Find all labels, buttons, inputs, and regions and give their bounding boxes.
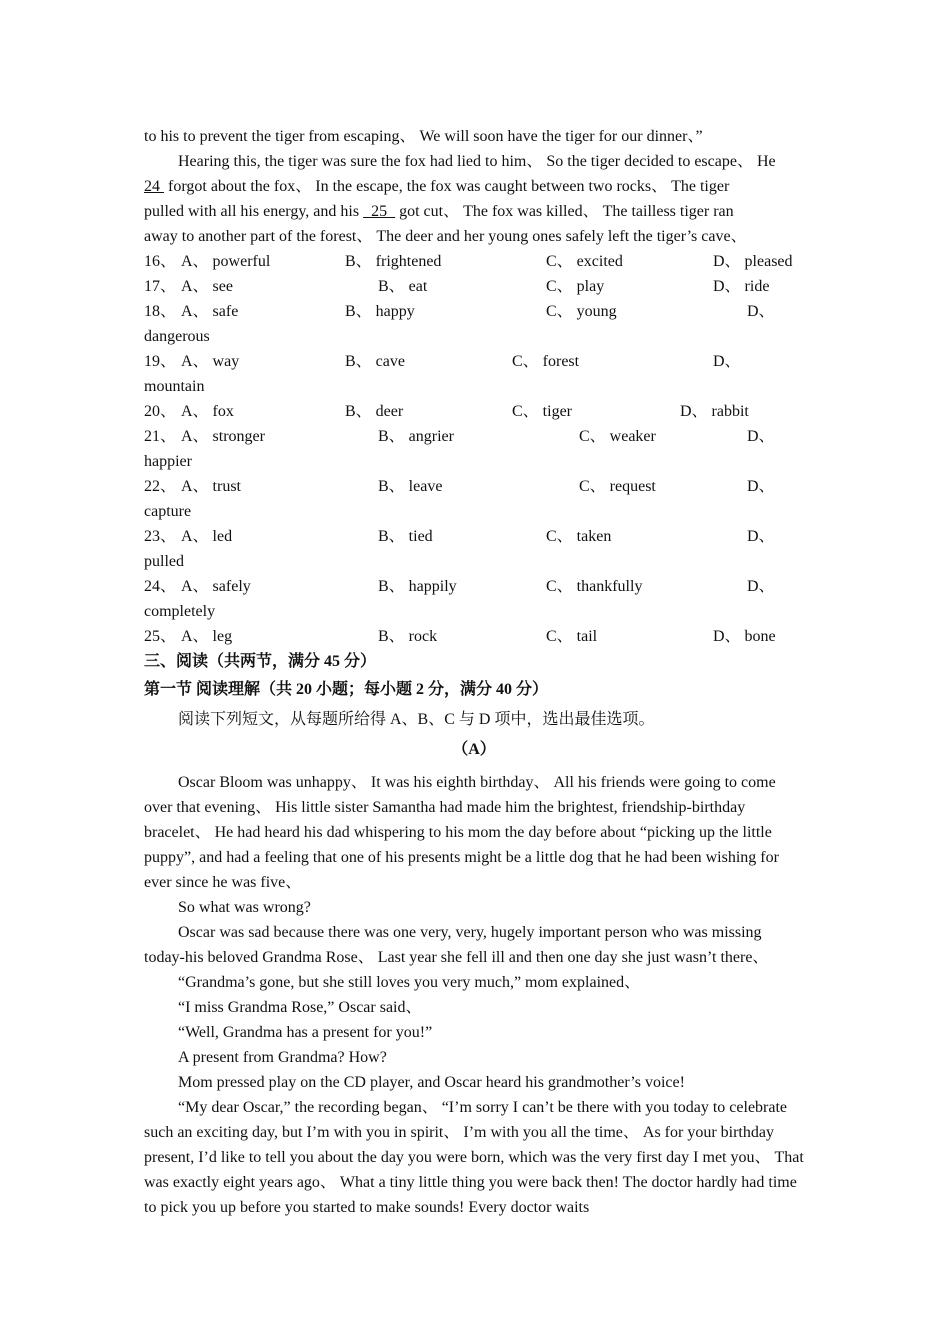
- option-b: B、 leave: [378, 478, 443, 495]
- option-d: D、: [747, 428, 775, 445]
- passage-paragraph: “Well, Grandma has a present for you!”: [178, 1024, 433, 1041]
- option-c: C、 taken: [546, 528, 612, 545]
- option-a: A、 trust: [181, 478, 242, 495]
- question-number: 17、: [144, 278, 177, 295]
- passage-paragraph: So what was wrong?: [178, 899, 311, 916]
- blank-24: 24: [144, 178, 164, 195]
- option-a: A、 led: [181, 528, 233, 545]
- question-number: 18、: [144, 303, 177, 320]
- option-d: D、 ride: [713, 278, 770, 295]
- option-a: A、 see: [181, 278, 233, 295]
- passage-paragraph: A present from Grandma? How?: [178, 1049, 387, 1066]
- option-b: B、 angrier: [378, 428, 454, 445]
- question-16: [144, 249, 804, 274]
- question-number: 25、: [144, 628, 177, 645]
- option-b: B、 deer: [345, 403, 404, 420]
- cloze-line: [144, 199, 804, 224]
- option-c: C、 play: [546, 278, 605, 295]
- option-c: C、 young: [546, 303, 617, 320]
- question-17: [144, 274, 804, 299]
- passage-paragraph: Oscar Bloom was unhappy、 It was his eighth birthday、 All his friends were going to come over that evening、 His little sister Samantha had made him the brightest, friendship-birthday bracelet、 He had heard his dad whispering to his mom the day before about “picking up the little puppy”, and had a feeling that one of his presents might be a little dog that he had been wishing for ever since he was five、: [144, 774, 779, 891]
- option-a: A、 safe: [181, 303, 239, 320]
- passage-paragraph: “I miss Grandma Rose,” Oscar said、: [178, 999, 422, 1016]
- question-number: 20、: [144, 403, 177, 420]
- option-b: B、 happy: [345, 303, 415, 320]
- question-24: [144, 574, 804, 624]
- instruction: 阅读下列短文，从每题所给得 A、B、C 与 D 项中，选出最佳选项。: [178, 711, 655, 728]
- section-title: 三、阅读（共两节，满分 45 分）: [144, 653, 377, 670]
- option-d: D、 pleased: [713, 253, 793, 270]
- question-20: [144, 399, 804, 424]
- option-b: B、 tied: [378, 528, 433, 545]
- question-23: [144, 524, 804, 574]
- option-d: D、: [713, 353, 741, 370]
- question-19: [144, 349, 804, 399]
- question-number: 21、: [144, 428, 177, 445]
- option-d-text: pulled: [144, 553, 184, 570]
- subsection-title: 第一节 阅读理解（共 20 小题；每小题 2 分，满分 40 分）: [144, 681, 549, 698]
- passage-label: （A）: [452, 741, 496, 758]
- question-22: [144, 474, 804, 524]
- option-d-text: happier: [144, 453, 192, 470]
- passage-paragraph: “My dear Oscar,” the recording began、 “I’m sorry I can’t be there with you today to celebrate such an exciting day, but I’m with you in spirit、 I’m with you all the time、 As for your birthday present, I’d like to tell you about the day you were born, which was the very first day I met you、 That was exactly eight years ago、 What a tiny little thing you were back then! The doctor hardly had time to pick you up before you started to make sounds! Every doctor waits: [144, 1099, 804, 1216]
- cloze-line: to his to prevent the tiger from escaping、 We will soon have the tiger for our dinner、”: [144, 128, 703, 145]
- option-c: C、 tiger: [512, 403, 572, 420]
- option-c: C、 weaker: [579, 428, 656, 445]
- option-d: D、 bone: [713, 628, 776, 645]
- question-number: 19、: [144, 353, 177, 370]
- option-b: B、 cave: [345, 353, 405, 370]
- option-d: D、: [747, 478, 775, 495]
- cloze-text: forgot about the fox、 In the escape, the fox was caught between two rocks、 The tiger: [164, 178, 730, 195]
- option-d: D、: [747, 528, 775, 545]
- option-c: C、 excited: [546, 253, 623, 270]
- cloze-line: away to another part of the forest、 The deer and her young ones safely left the tiger’s cave、: [144, 228, 747, 245]
- cloze-line: [144, 174, 804, 199]
- question-18: [144, 299, 804, 349]
- question-number: 24、: [144, 578, 177, 595]
- option-c: C、 forest: [512, 353, 580, 370]
- option-c: C、 thankfully: [546, 578, 643, 595]
- option-b: B、 happily: [378, 578, 457, 595]
- question-number: 16、: [144, 253, 177, 270]
- option-d-text: completely: [144, 603, 216, 620]
- document-page: [144, 124, 804, 1220]
- option-b: B、 frightened: [345, 253, 442, 270]
- option-d-text: dangerous: [144, 328, 210, 345]
- cloze-text: got cut、 The fox was killed、 The tailless tiger ran: [395, 203, 734, 220]
- question-25: [144, 624, 804, 649]
- blank-25: 25: [363, 203, 396, 220]
- cloze-line: Hearing this, the tiger was sure the fox had lied to him、 So the tiger decided to escape、 He: [178, 153, 776, 170]
- option-b: B、 rock: [378, 628, 438, 645]
- option-a: A、 powerful: [181, 253, 271, 270]
- option-d-text: mountain: [144, 378, 205, 395]
- question-21: [144, 424, 804, 474]
- option-d: D、: [747, 578, 775, 595]
- question-number: 22、: [144, 478, 177, 495]
- option-a: A、 way: [181, 353, 240, 370]
- option-c: C、 tail: [546, 628, 598, 645]
- option-a: A、 leg: [181, 628, 233, 645]
- cloze-text: pulled with all his energy, and his: [144, 203, 364, 220]
- question-number: 23、: [144, 528, 177, 545]
- option-a: A、 fox: [181, 403, 234, 420]
- passage-paragraph: “Grandma’s gone, but she still loves you very much,” mom explained、: [178, 974, 641, 991]
- passage-paragraph: Mom pressed play on the CD player, and Oscar heard his grandmother’s voice!: [178, 1074, 685, 1091]
- option-d-text: capture: [144, 503, 192, 520]
- option-d: D、 rabbit: [680, 403, 749, 420]
- option-b: B、 eat: [378, 278, 428, 295]
- option-a: A、 safely: [181, 578, 251, 595]
- passage-paragraph: Oscar was sad because there was one very, very, hugely important person who was missing today-his beloved Grandma Rose、 Last year she fell ill and then one day she just wasn’t there、: [144, 924, 769, 966]
- option-a: A、 stronger: [181, 428, 265, 445]
- option-c: C、 request: [579, 478, 656, 495]
- option-d: D、: [747, 303, 775, 320]
